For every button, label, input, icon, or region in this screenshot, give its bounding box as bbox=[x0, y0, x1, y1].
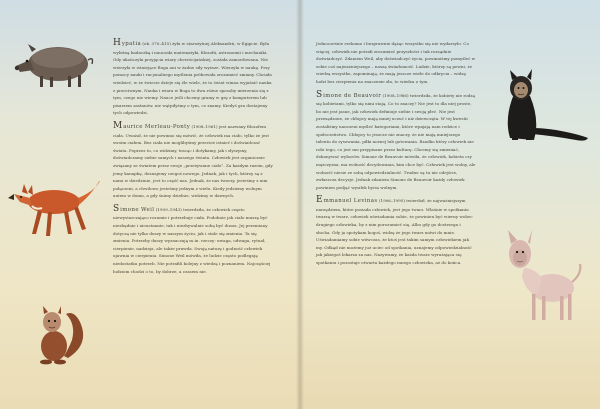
paragraph-lead: imone de Beauvoir bbox=[323, 92, 382, 99]
drop-cap: M bbox=[113, 120, 123, 131]
paragraph-levinas bbox=[316, 197, 476, 266]
paragraph-body: (1908–1961) jest nazwany filozofem ciała. Uważał, że nie powinno się mówić, że człowiek ma ciało, tylko że jest swoim ciałem. Bez ciała nie moglibyśmy przecież istnieć i doświadczać świata. Poprzez to, co widzimy, tracąc i dotykamy, jak i słyszymy, doświadczamy siebie samych i naszego świata. Człowiek jest organicznie związany ze światem przez swoje „przeżywane ciało”. Za każdym razem, gdy jemy kanapkę, doznajemy czegoś nowego. Jednak, jak i tych, którzy są z nami w dziedzinie, jest to część nas. Jednak, że nas tworzy, jesteśmy z nim połączeni, a chwilowo jesteśmy jednym z wielu. Kiedy jedziemy wolnym autem w domu, a gdy śnimy dzielnie, widzimy w dawnych. bbox=[113, 123, 273, 199]
paragraph-body: (ok. 370–415) żyła w starożytnej Aleksandrii, w Egipcie. Była wybitną badaczką i nauczała matematyki, filozofii, astronomii i mechaniki. Gdy ukończyła przyjęcia wiary chrześcijańskiej, została zamordowana. Nie wierzyła w istniejące Boga ani w żadne siły wyższe. Wierzyła w naukę. Przy pomocy nauki i racjonalnego myślenia próbowała zrozumieć zmiany. Chciała wiedzieć, w że świecie dzieje się źle wiele, że to świat winna wyjaśnić nauka z przeciwnym. Nauka i wiara w Boga to dwa różne sposoby mierzenia się z tym, czego nie wiemy. Nauce jeśli chcemy gramy w grę z komputerem lub pisarzem zastanów, nie wątpiłyśmy o tym, co znamy. Kiedyś gra dostajemy tych odpowiedzi. bbox=[113, 41, 272, 116]
left-text-column bbox=[113, 40, 273, 281]
paragraph-weil-continued bbox=[316, 40, 476, 86]
book-gutter bbox=[296, 0, 304, 409]
black-cat-icon bbox=[494, 68, 590, 148]
paragraph-body: (1906–1995) twierdził, że najważniejszym narzędziem, które posiada człowiek, jest jego twarz. Właśnie w spotkaniu twarzą w twarz, człowiek uświadamia sobie, że powinien być wierny wobec drugiego człowieka, by z nim porozumieć się. Albo gdy go dostrzega i słucha. Gdy ja spotykam kogoś, widzę że jego twarz mówi do mnie. Uświadamiamy sobie wówczas, że ktoś jest takim samym człowiekiem jak my. Odkąd nie możemy już uciec od spotkania, uznajemy odpowiedzialność jak jakiegoś lekarza za nas. Nazywamy, że każda twarz wyrażająca się spotkaniu i pozostaje otwarta każdego innego człowieka, aż do końca. bbox=[316, 198, 473, 266]
paragraph-de-beauvoir bbox=[316, 89, 476, 192]
paragraph-hypatia bbox=[113, 40, 273, 117]
paragraph-lead: aurice Merleau-Ponty bbox=[123, 123, 191, 130]
dog-icon bbox=[498, 228, 586, 328]
paragraph-body: Jednocześnie rzekomo i bezprawnie dążąc wszystko się nie wydarzyło. Co więcej, człowiek nie potrafi zrozumieć przyszłości i tak rozsądnie doświadczyć. Zdaniem Weil, aby doświadczyć życia, powinniśmy pomyśleć w sobie coś najważniejszego – naszą świadomość. Ludzie, którzy są pewni, że wiedzą wszystko, zapominają, że mają jeszcze wiele do odkrycia – widzę ludzi bez cierpienia na znaczenie zła, to wiedza o tym. bbox=[316, 41, 476, 84]
right-text-column bbox=[316, 40, 476, 273]
boar-icon bbox=[10, 34, 96, 92]
paragraph-body: (1908–1986) twierdziła, że kobiety nie rodzą się kobietami, tylko się nimi stają. Co to znaczy? Nie jest to dla niej proste, bo nie jest jasne, jak człowiek definiuje siebie i swoją płeć. Nie jest przesądzone, że chłopcy mają mniej uczuć i niż dziewczęta. W tej kwestii zostaliśmy nauczeni myśleć kategoriami, które wpajają nam rodzice i społeczeństwo. Chłopcy to jeszcze nie znaczy, że nie mają mniejszego talentu do rysowania, piłki nożnej lub gotowania. Rzadko który człowiek nie robi tego, co jest mu przypisane przez kulturę. Chcemy się zmieniać, dokonywać wyborów. Simone de Beauvoir mówiła, że człowiek, kobieta czy mężczyzna, ma wolność decydowania, kim chce być. Człowiek jest wolny, ale wolność niesie ze sobą odpowiedzialność. Trudne są tu nie odejście, zwłaszcza decyzje. Jednak zdaniem Simone de Beauvoir każdy człowiek powinien podjąć wysiłek bycia wolnym. bbox=[316, 92, 476, 190]
squirrel-icon bbox=[28, 300, 90, 368]
right-page bbox=[300, 0, 600, 409]
paragraph-weil bbox=[113, 203, 273, 275]
drop-cap: S bbox=[113, 203, 120, 214]
drop-cap: H bbox=[113, 38, 121, 48]
paragraph-body: (1909–1943) twierdziła, że człowiek często niewystarczająco rozumie i potrzebuje ciała. Podobnie jak ciało muszę być niezbędnie i nieustannie, tak i niezbywalnie sobą być dusza. Jej przemiany dotyczą nie tylko duszy w naszym życiu, jak i stale się zmienia. Ta się zmienia. Potrzeby duszy wyznaczają m.in. rzeczy: uwaga, odwaga, rytuał, cierpienie, nadzieja, ale także prawda. Swoją naturę i godność człowiek ujawnia w cierpieniu. Simone Weil mówiła, że ludzie często podlegają niedostatku potrzeb. Nie potrafili kolejny z wiedzą i poznaniem. Najczęściej ludziom chodzi o to, by dobrze, a czasem nie. bbox=[113, 206, 271, 274]
drop-cap: S bbox=[316, 89, 323, 100]
paragraph-lead: ypatia bbox=[121, 41, 142, 47]
paragraph-lead: imone Weil bbox=[120, 206, 155, 213]
paragraph-merleau-ponty bbox=[113, 120, 273, 200]
paragraph-lead: mmanuel Levinas bbox=[323, 198, 378, 205]
fox-icon bbox=[2, 168, 106, 242]
drop-cap: E bbox=[316, 195, 323, 206]
